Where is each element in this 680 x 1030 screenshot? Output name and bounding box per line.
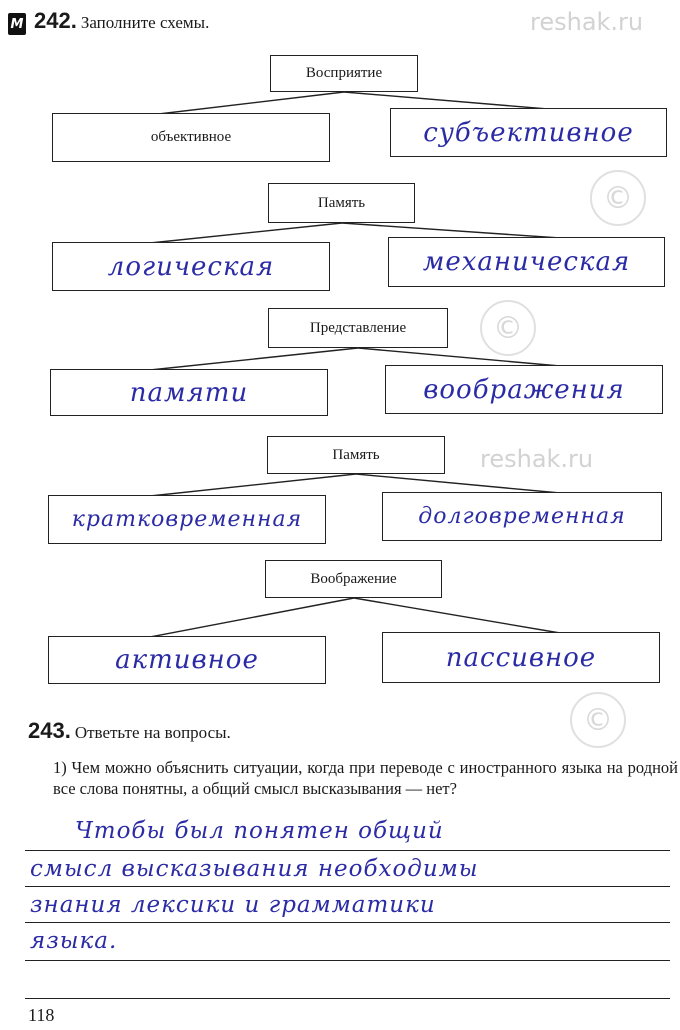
answer-line [25,886,670,887]
scheme-1-left [52,113,330,162]
exercise-instruction: Заполните схемы. [80,13,210,32]
exercise-243-header [28,718,231,744]
copyright-icon: © [570,692,626,748]
handwritten-answer: воображения [423,374,625,405]
scheme-2-right [388,237,665,287]
scheme-2-left [52,242,330,291]
scheme-4-right [382,492,662,541]
handwritten-answer: активное [115,645,259,675]
answer-line [25,922,670,923]
box-label: объективное [150,129,232,145]
method-badge: М [8,13,26,35]
scheme-5-top [265,560,442,598]
exercise-number: 242. [34,8,77,33]
box-label: Воображение [310,570,397,587]
page-number: 118 [28,1005,55,1025]
exercise-instruction: Ответьте на вопросы. [74,723,231,742]
scheme-1-right [390,108,667,157]
scheme-2-top [268,183,415,223]
watermark: reshak.ru [480,445,594,473]
answer-line [25,850,670,851]
box-label: Память [332,446,380,463]
copyright-icon: © [480,300,536,356]
copyright-icon: © [590,170,646,226]
question-1: 1) Чем можно объяснить ситуации, когда при переводе с иностранного языка на родной все слова понятны, а общий смысл высказывания — нет? [53,758,678,798]
answer-line [25,998,670,999]
scheme-4-left [48,495,326,544]
answer-text-line: Чтобы был понятен общий [75,818,444,844]
handwritten-answer: пассивное [445,642,597,673]
scheme-4-top [267,436,445,474]
scheme-5-right [382,632,660,683]
handwritten-answer: долговременная [418,504,626,529]
answer-text-line: языка. [30,928,118,954]
scheme-1-top [270,55,418,92]
answer-text-line: смысл высказывания необходимы [30,856,479,882]
scheme-3-right [385,365,663,414]
scheme-3-top [268,308,448,348]
box-label: Представление [309,319,407,336]
scheme-5-left [48,636,326,684]
handwritten-answer: субъективное [423,117,634,148]
handwritten-answer: кратковременная [71,507,303,532]
handwritten-answer: механическая [422,247,631,277]
handwritten-answer: логическая [107,251,275,282]
answer-text-line: знания лексики и грамматики [30,892,436,918]
watermark: reshak.ru [530,8,644,36]
scheme-3-left [50,369,328,416]
box-label: Восприятие [305,65,383,81]
exercise-number: 243. [28,718,71,743]
box-label: Память [317,194,366,211]
answer-line [25,960,670,961]
handwritten-answer: памяти [129,377,249,408]
